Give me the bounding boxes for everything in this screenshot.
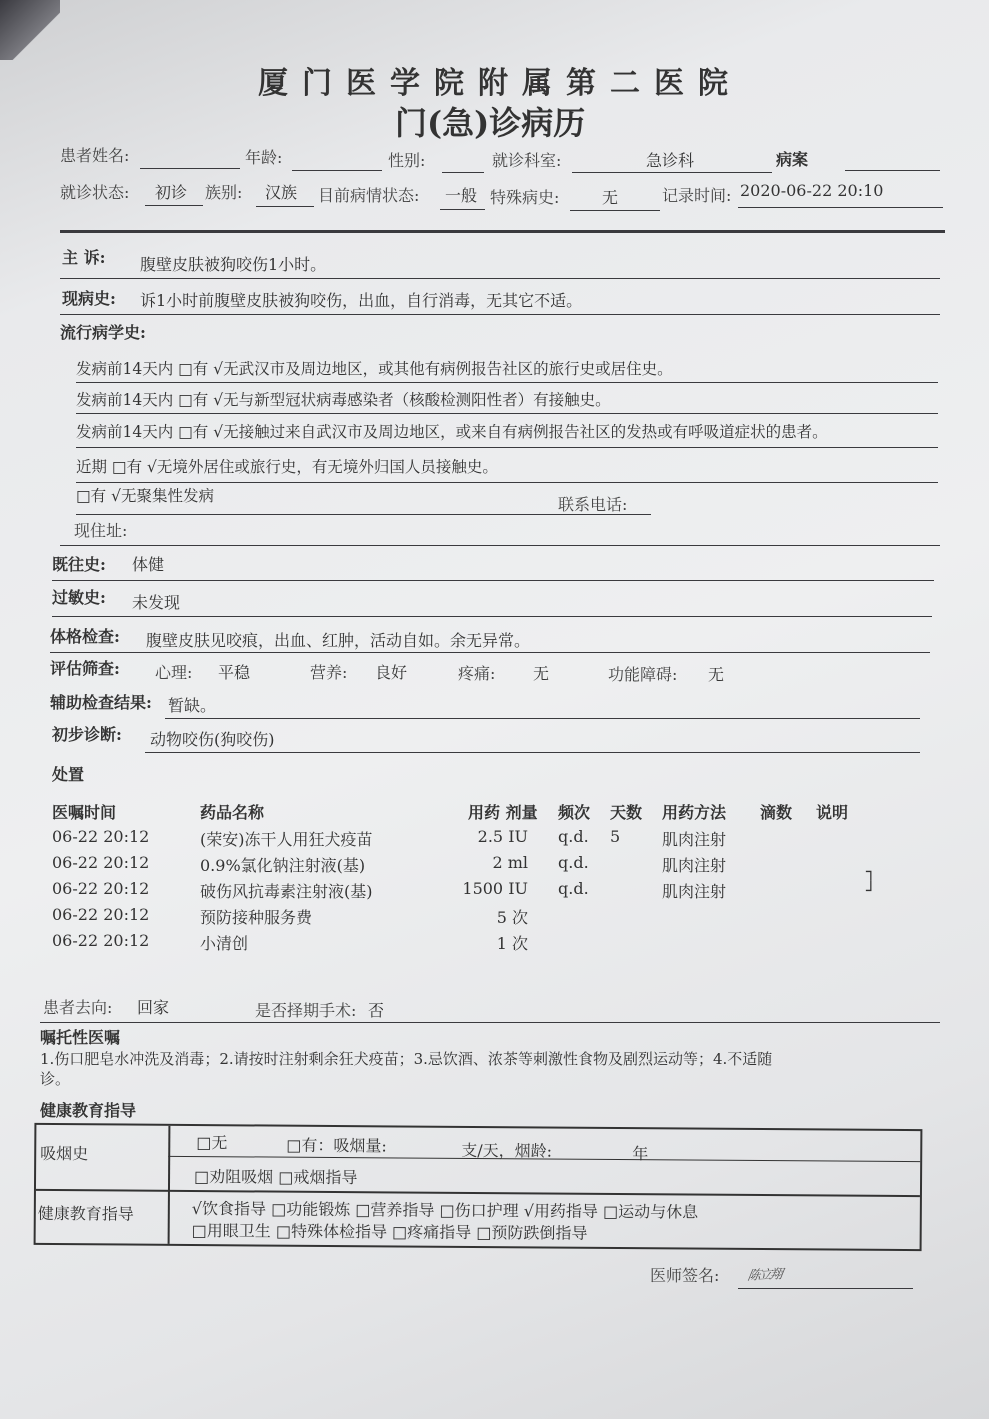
special-history-label: 特殊病史: — [490, 188, 560, 207]
condition-label: 目前病情状态: — [318, 186, 420, 205]
column-header: 天数 — [610, 803, 643, 822]
pain-value: 无 — [533, 664, 550, 683]
column-header: 说明 — [816, 803, 849, 822]
doctor-signature: 陈立翔 — [746, 1267, 783, 1284]
edu-options[interactable]: √饮食指导 □功能锻炼 □营养指导 □伤口护理 √用药指导 □运动与休息 — [191, 1199, 699, 1222]
condition-value: 一般 — [445, 186, 478, 205]
order-time: 06-22 20:12 — [52, 879, 150, 898]
present-illness-label: 现病史: — [62, 289, 116, 308]
visit-status-field — [145, 205, 203, 206]
column-header: 用药方法 — [662, 803, 727, 822]
photo-corner — [0, 0, 60, 60]
advice-line: 诊。 — [40, 1070, 71, 1088]
dose: 1500 IU — [462, 879, 528, 898]
advice-line: 1.伤口肥皂水冲洗及消毒；2.请按时注射剩余狂犬疫苗；3.忌饮酒、浓茶等刺激性食物及剧烈运动等；4.不适随 — [40, 1050, 773, 1068]
divider — [76, 514, 651, 515]
advice-label: 嘱托性医嘱 — [40, 1028, 121, 1047]
divider — [50, 652, 930, 653]
present-illness-value: 诉1小时前腹壁皮肤被狗咬伤，出血，自行消毒，无其它不适。 — [140, 291, 583, 310]
dose: 2.5 IU — [477, 827, 528, 846]
diagnosis-value: 动物咬伤(狗咬伤) — [150, 730, 275, 749]
health-edu-label: 健康教育指导 — [40, 1101, 137, 1120]
column-header: 频次 — [558, 803, 591, 822]
divider — [40, 1022, 940, 1023]
column-header: 药品名称 — [200, 803, 265, 822]
divider — [76, 482, 938, 483]
age-label: 年龄: — [245, 148, 283, 167]
drug-name: 小清创 — [200, 934, 249, 953]
epi-item: 近期 □有 √无境外居住或旅行史，有无境外归国人员接触史。 — [76, 458, 498, 476]
visit-status-label: 就诊状态: — [60, 183, 130, 202]
epi-item: 发病前14天内 □有 √无接触过来自武汉市及周边地区，或来自有病例报告社区的发热或有呼吸道症状的患者。 — [76, 423, 828, 441]
route: 肌肉注射 — [662, 856, 727, 875]
order-time: 06-22 20:12 — [52, 905, 150, 924]
days: 5 — [610, 827, 621, 846]
divider — [60, 545, 940, 546]
ethnicity-label: 族别: — [205, 183, 243, 202]
epi-item: □有 √无聚集性发病 — [76, 487, 214, 505]
frequency: q.d. — [558, 827, 589, 846]
smoking-label: 吸烟史 — [40, 1143, 89, 1164]
nutrition-label: 营养: — [310, 663, 348, 682]
allergy-value: 未发现 — [132, 593, 181, 612]
col-divider — [168, 1126, 171, 1244]
diagnosis-label: 初步诊断: — [52, 725, 122, 744]
divider — [52, 616, 932, 617]
psych-value: 平稳 — [218, 663, 251, 682]
name-label: 患者姓名: — [60, 146, 130, 165]
dose: 5 次 — [496, 908, 528, 927]
smoking-per-day: 支/天，烟龄: — [461, 1140, 553, 1161]
smoking-years: 年 — [632, 1144, 649, 1164]
record-time-field — [738, 207, 943, 208]
divider — [76, 382, 938, 383]
order-time: 06-22 20:12 — [52, 853, 150, 872]
order-time: 06-22 20:12 — [52, 931, 150, 950]
department-field — [572, 172, 772, 173]
department-value: 急诊科 — [646, 151, 695, 170]
special-history-value: 无 — [602, 188, 619, 207]
age-field — [292, 170, 382, 171]
ethnicity-field — [256, 206, 314, 207]
dose: 2 ml — [492, 853, 528, 872]
route: 肌肉注射 — [662, 882, 727, 901]
drug-name: 预防接种服务费 — [200, 908, 313, 927]
smoking-none[interactable]: □无 — [196, 1133, 228, 1153]
drug-name: 破伤风抗毒素注射液(基) — [200, 882, 373, 901]
chief-complaint-label: 主 诉: — [62, 248, 106, 267]
allergy-label: 过敏史: — [52, 588, 106, 607]
signature-label: 医师签名: — [650, 1266, 720, 1285]
order-time: 06-22 20:12 — [52, 827, 150, 846]
divider — [52, 580, 934, 581]
health-edu-table — [34, 1123, 923, 1251]
drug-name: 0.9%氯化钠注射液(基) — [200, 856, 366, 875]
phone-label: 联系电话: — [558, 495, 628, 514]
physical-exam-value: 腹壁皮肤见咬痕，出血、红肿，活动自如。余无异常。 — [146, 631, 531, 650]
surgery-label: 是否择期手术: — [255, 1001, 357, 1020]
aux-exam-label: 辅助检查结果: — [50, 693, 152, 712]
column-header: 医嘱时间 — [52, 803, 117, 822]
divider — [145, 752, 920, 753]
frequency: q.d. — [558, 879, 589, 898]
signature-line — [738, 1288, 913, 1289]
frequency: q.d. — [558, 853, 589, 872]
condition-field — [440, 209, 485, 210]
epi-item: 发病前14天内 □有 √无与新型冠状病毒感染者（核酸检测阳性者）有接触史。 — [76, 391, 611, 409]
drug-name: (荣安)冻干人用狂犬疫苗 — [200, 830, 373, 849]
gender-label: 性别: — [388, 151, 426, 170]
record-time-label: 记录时间: — [662, 186, 732, 205]
bracket-mark: ┐ ┘ — [866, 862, 876, 900]
dose: 1 次 — [496, 934, 528, 953]
chief-complaint-value: 腹壁皮肤被狗咬伤1小时。 — [140, 255, 327, 274]
divider — [76, 413, 938, 414]
past-history-label: 既往史: — [52, 555, 106, 574]
name-field — [140, 168, 240, 169]
assessment-label: 评估筛查: — [50, 659, 120, 678]
epidemiology-label: 流行病学史: — [60, 323, 146, 342]
past-history-value: 体健 — [132, 555, 165, 574]
hospital-name: 厦门医学院附属第二医院 — [258, 66, 742, 101]
divider — [76, 447, 938, 448]
edu-label: 健康教育指导 — [37, 1203, 134, 1224]
aux-exam-value: 暂缺。 — [168, 696, 217, 715]
pain-label: 疼痛: — [458, 664, 496, 683]
divider — [165, 718, 920, 719]
psych-label: 心理: — [155, 663, 193, 682]
record-time-value: 2020-06-22 20:10 — [740, 181, 884, 200]
epi-item: 发病前14天内 □有 √无武汉市及周边地区，或其他有病例报告社区的旅行史或居住史。 — [76, 360, 673, 378]
divider — [60, 278, 940, 279]
disposition-value: 回家 — [137, 998, 170, 1017]
ethnicity-value: 汉族 — [265, 183, 298, 202]
function-value: 无 — [708, 665, 725, 684]
smoking-guidance[interactable]: □劝阻吸烟 □戒烟指导 — [193, 1167, 358, 1188]
gender-field — [442, 172, 484, 173]
address-label: 现住址: — [74, 521, 128, 540]
function-label: 功能障碍: — [608, 665, 678, 684]
nutrition-value: 良好 — [375, 663, 408, 682]
department-label: 就诊科室: — [492, 151, 562, 170]
record-field — [845, 170, 940, 171]
treatment-label: 处置 — [52, 765, 85, 784]
column-header: 滴数 — [760, 803, 793, 822]
visit-status-value: 初诊 — [155, 183, 188, 202]
record-label: 病案 — [776, 150, 809, 169]
route: 肌肉注射 — [662, 830, 727, 849]
surgery-value: 否 — [368, 1001, 385, 1020]
column-header: 用药 剂量 — [468, 803, 538, 822]
divider — [60, 314, 940, 315]
disposition-label: 患者去向: — [43, 998, 113, 1017]
header-divider — [60, 230, 945, 233]
smoking-yes[interactable]: □有：吸烟量: — [286, 1135, 387, 1156]
special-history-field — [570, 210, 660, 211]
physical-exam-label: 体格检查: — [50, 627, 120, 646]
form-title: 门(急)诊病历 — [395, 104, 586, 142]
edu-options[interactable]: □用眼卫生 □特殊体检指导 □疼痛指导 □预防跌倒指导 — [191, 1221, 588, 1243]
